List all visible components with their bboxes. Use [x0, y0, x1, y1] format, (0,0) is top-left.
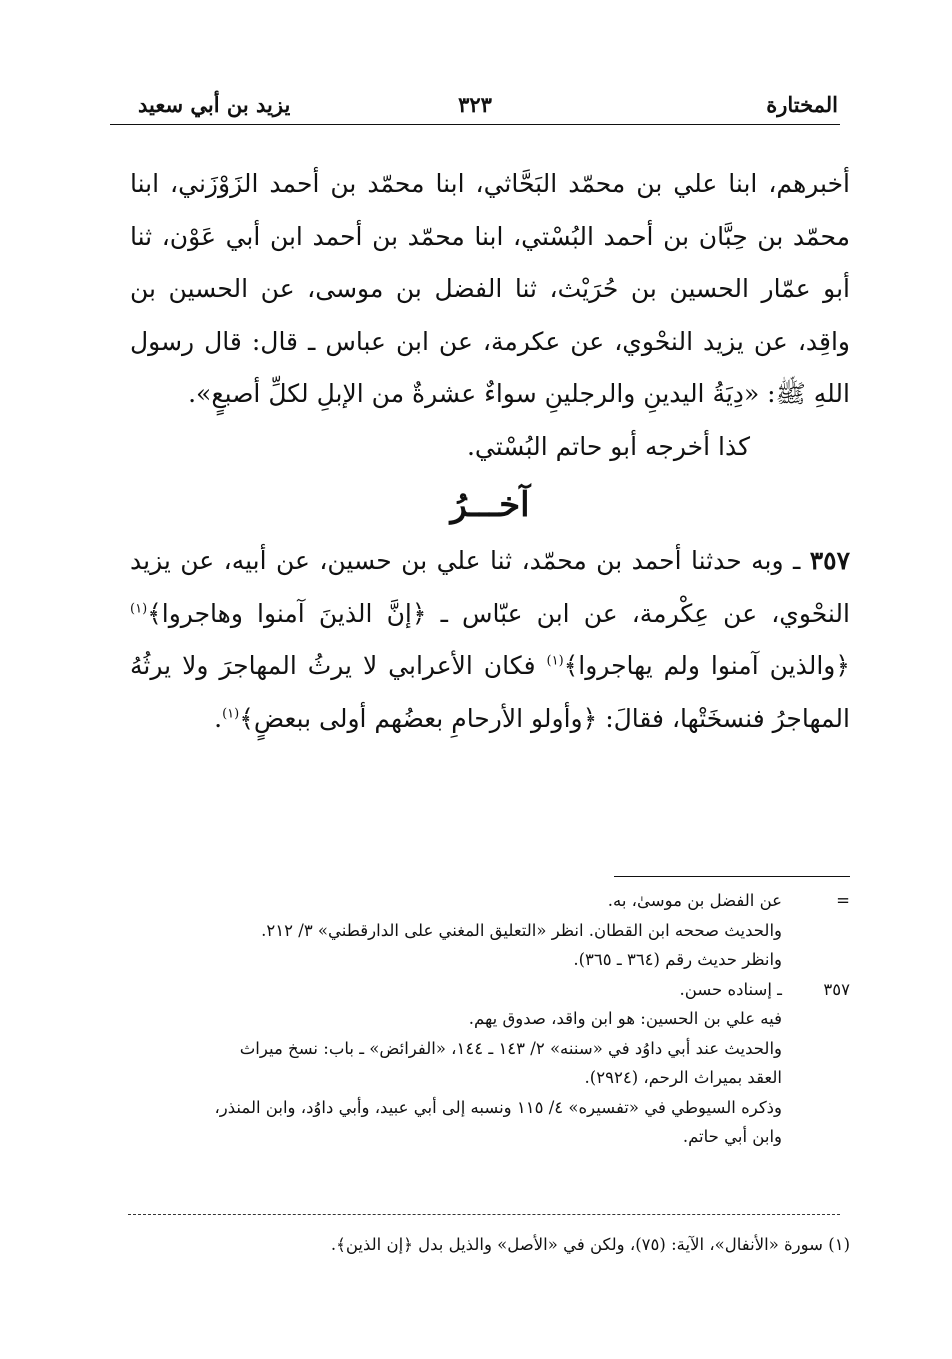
hadith-text-part1: ـ وبه حدثنا أحمد بن محمّد، ثنا علي بن حسين، عن أبيه، عن يزيد النحْوي، عن عِكْرمة، عن ابن عبّاس ـ ﴿إنَّ الذينَ آمنوا وهاجروا﴾: [130, 546, 850, 628]
note-line: والحديث صححه ابن القطان. انظر «التعليق المغني على الدارقطني» ٣/ ٢١٢.: [261, 920, 782, 940]
note-line: والحديث عند أبي داوُد في «سننه» ٢/ ١٤٣ ـ ١٤٤، «الفرائض» ـ باب: نسخ ميراث: [239, 1038, 782, 1058]
chapter-title-header: يزيد بن أبي سعيد: [138, 92, 291, 117]
note-line: العقد بميراث الرحم، (٢٩٢٤).: [584, 1068, 782, 1087]
footnote-dashed-divider: [128, 1214, 840, 1215]
hadith-chain-paragraph: أخبرهم، ابنا علي بن محمّد البَحَّاثي، ابنا محمّد بن أحمد الزَوْزَني، ابنا محمّد بن حِبَّان بن أحمد البُسْتي، ابنا محمّد بن أحمد ابن أبي عَوْن، ثنا أبو عمّار الحسين بن حُرَيْث، ثنا الفضل بن موسى، عن الحسين بن واقِد، عن يزيد النحْوي، عن عكرمة، عن ابن عباس ـ قال: قال رسول اللهِ ﷺ: «دِيَةُ اليدينِ والرجلينِ سواءٌ عشرةٌ من الإبلِ لكلِّ أصبعٍ».: [130, 169, 850, 408]
note-line: وابن أبي حاتم.: [682, 1127, 782, 1146]
main-text: [130, 158, 850, 745]
continuation-mark: =: [836, 891, 850, 910]
footnote-ref[interactable]: (١): [130, 601, 148, 617]
footnote-1: (١) سورة «الأنفال»، الآية: (٧٥)، ولكن في «الأصل» والذيل بدل ﴿إن الذين﴾.: [330, 1235, 850, 1254]
hadith-number: ٣٥٧: [809, 546, 851, 575]
footnote-ref[interactable]: (١): [546, 653, 564, 669]
running-header: [110, 88, 840, 125]
commentary-notes: [130, 886, 850, 1152]
section-heading: آخـــرُ: [450, 485, 530, 525]
note-line: وذكره السيوطي في «تفسيره» ٤/ ١١٥ ونسبه إلى أبي عبيد، وأبي داوُد، وابن المنذر،: [214, 1097, 782, 1117]
page-number: ٣٢٣: [458, 92, 492, 117]
hadith-text-part3: فكان الأعرابي لا يرثُ المهاجرَ ولا يرثُهُ المهاجرُ فنسخَتْها، فقالَ: ﴿وأولو الأرحامِ بعضُهم أولى ببعضٍ﴾: [130, 651, 850, 733]
hadith-text-part2: ﴿والذين آمنوا ولم يهاجروا﴾: [563, 651, 850, 680]
hadith-357-paragraph: [130, 535, 850, 745]
hadith-text-end: .: [214, 703, 223, 733]
note-line: فيه علي بن الحسين: هو ابن واقد، صدوق يهم.: [468, 1009, 782, 1028]
source-note-paragraph: كذا أخرجه أبو حاتم البُسْتي.: [466, 431, 750, 461]
footnote-ref[interactable]: (١): [222, 706, 240, 722]
footnote-divider: [614, 876, 850, 877]
note-line: =عن الفضل بن موسىٰ، به.: [130, 886, 850, 916]
note-line: وانظر حديث رقم (٣٦٤ ـ ٣٦٥).: [573, 950, 782, 969]
note-number: ٣٥٧: [823, 979, 850, 999]
note-line: ٣٥٧ـ إسناده حسن.: [130, 975, 850, 1005]
book-title-header: المختارة: [766, 92, 838, 117]
